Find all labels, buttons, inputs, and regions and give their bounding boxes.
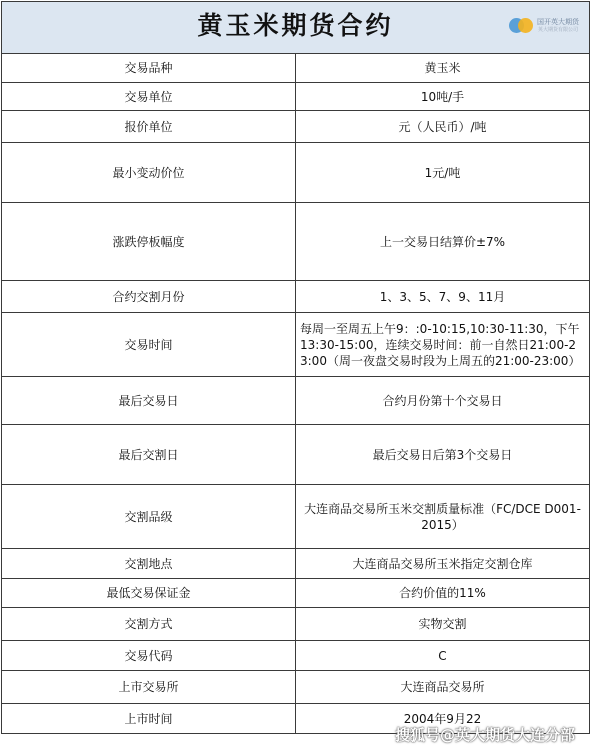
row-label: 交易品种 (2, 54, 296, 83)
row-label: 上市交易所 (2, 671, 296, 704)
table-row (2, 671, 590, 704)
row-value: 大连商品交易所玉米指定交割仓库 (296, 549, 590, 579)
table-row (2, 281, 590, 313)
table-row (2, 54, 590, 83)
table-row (2, 425, 590, 485)
row-value: C (296, 641, 590, 671)
row-label: 交易代码 (2, 641, 296, 671)
row-value: 大连商品交易所玉米交割质量标准（FC/DCE D001-2015） (296, 485, 590, 549)
row-label: 交易单位 (2, 83, 296, 111)
table-row (2, 608, 590, 641)
row-label: 报价单位 (2, 111, 296, 143)
row-value: 大连商品交易所 (296, 671, 590, 704)
page-title: 黄玉米期货合约 (197, 10, 394, 40)
row-label: 最后交割日 (2, 425, 296, 485)
row-value: 每周一至周五上午9：:0-10:15,10:30-11:30，下午13:30-15:00，连续交易时间：前一自然日21:00-23:00（周一夜盘交易时段为上周五的21:00-23:00） (296, 313, 590, 377)
row-value: 最后交易日后第3个交易日 (296, 425, 590, 485)
row-value: 黄玉米 (296, 54, 590, 83)
row-value: 2004年9月22 (296, 704, 590, 734)
logo-line2: 英大期货有限公司 (537, 27, 578, 33)
table-row (2, 313, 590, 377)
row-label: 交割方式 (2, 608, 296, 641)
row-label: 交易时间 (2, 313, 296, 377)
row-label: 最后交易日 (2, 377, 296, 425)
row-label: 最小变动价位 (2, 143, 296, 203)
row-label: 最低交易保证金 (2, 579, 296, 608)
logo-circles-icon (509, 16, 535, 36)
source-watermark: 搜狐号@英大期货大连分部 (395, 726, 576, 744)
table-row (2, 579, 590, 608)
table-row (2, 377, 590, 425)
row-label: 合约交割月份 (2, 281, 296, 313)
company-logo (509, 16, 579, 36)
logo-line1: 国开英大期货 (537, 18, 579, 26)
row-value: 1、3、5、7、9、11月 (296, 281, 590, 313)
row-value: 元（人民币）/吨 (296, 111, 590, 143)
contract-sheet (1, 1, 590, 734)
row-value: 1元/吨 (296, 143, 590, 203)
table-row (2, 111, 590, 143)
row-value: 上一交易日结算价±7% (296, 203, 590, 281)
row-value: 合约月份第十个交易日 (296, 377, 590, 425)
table-row (2, 83, 590, 111)
row-value: 实物交割 (296, 608, 590, 641)
title-cell (2, 2, 590, 54)
table-row (2, 143, 590, 203)
row-label: 涨跌停板幅度 (2, 203, 296, 281)
row-label: 交割品级 (2, 485, 296, 549)
contract-table (1, 1, 590, 734)
table-row (2, 641, 590, 671)
row-value: 合约价值的11% (296, 579, 590, 608)
table-row (2, 485, 590, 549)
row-label: 交割地点 (2, 549, 296, 579)
row-label: 上市时间 (2, 704, 296, 734)
row-value: 10吨/手 (296, 83, 590, 111)
table-row (2, 549, 590, 579)
title-row (2, 2, 590, 54)
table-row (2, 203, 590, 281)
